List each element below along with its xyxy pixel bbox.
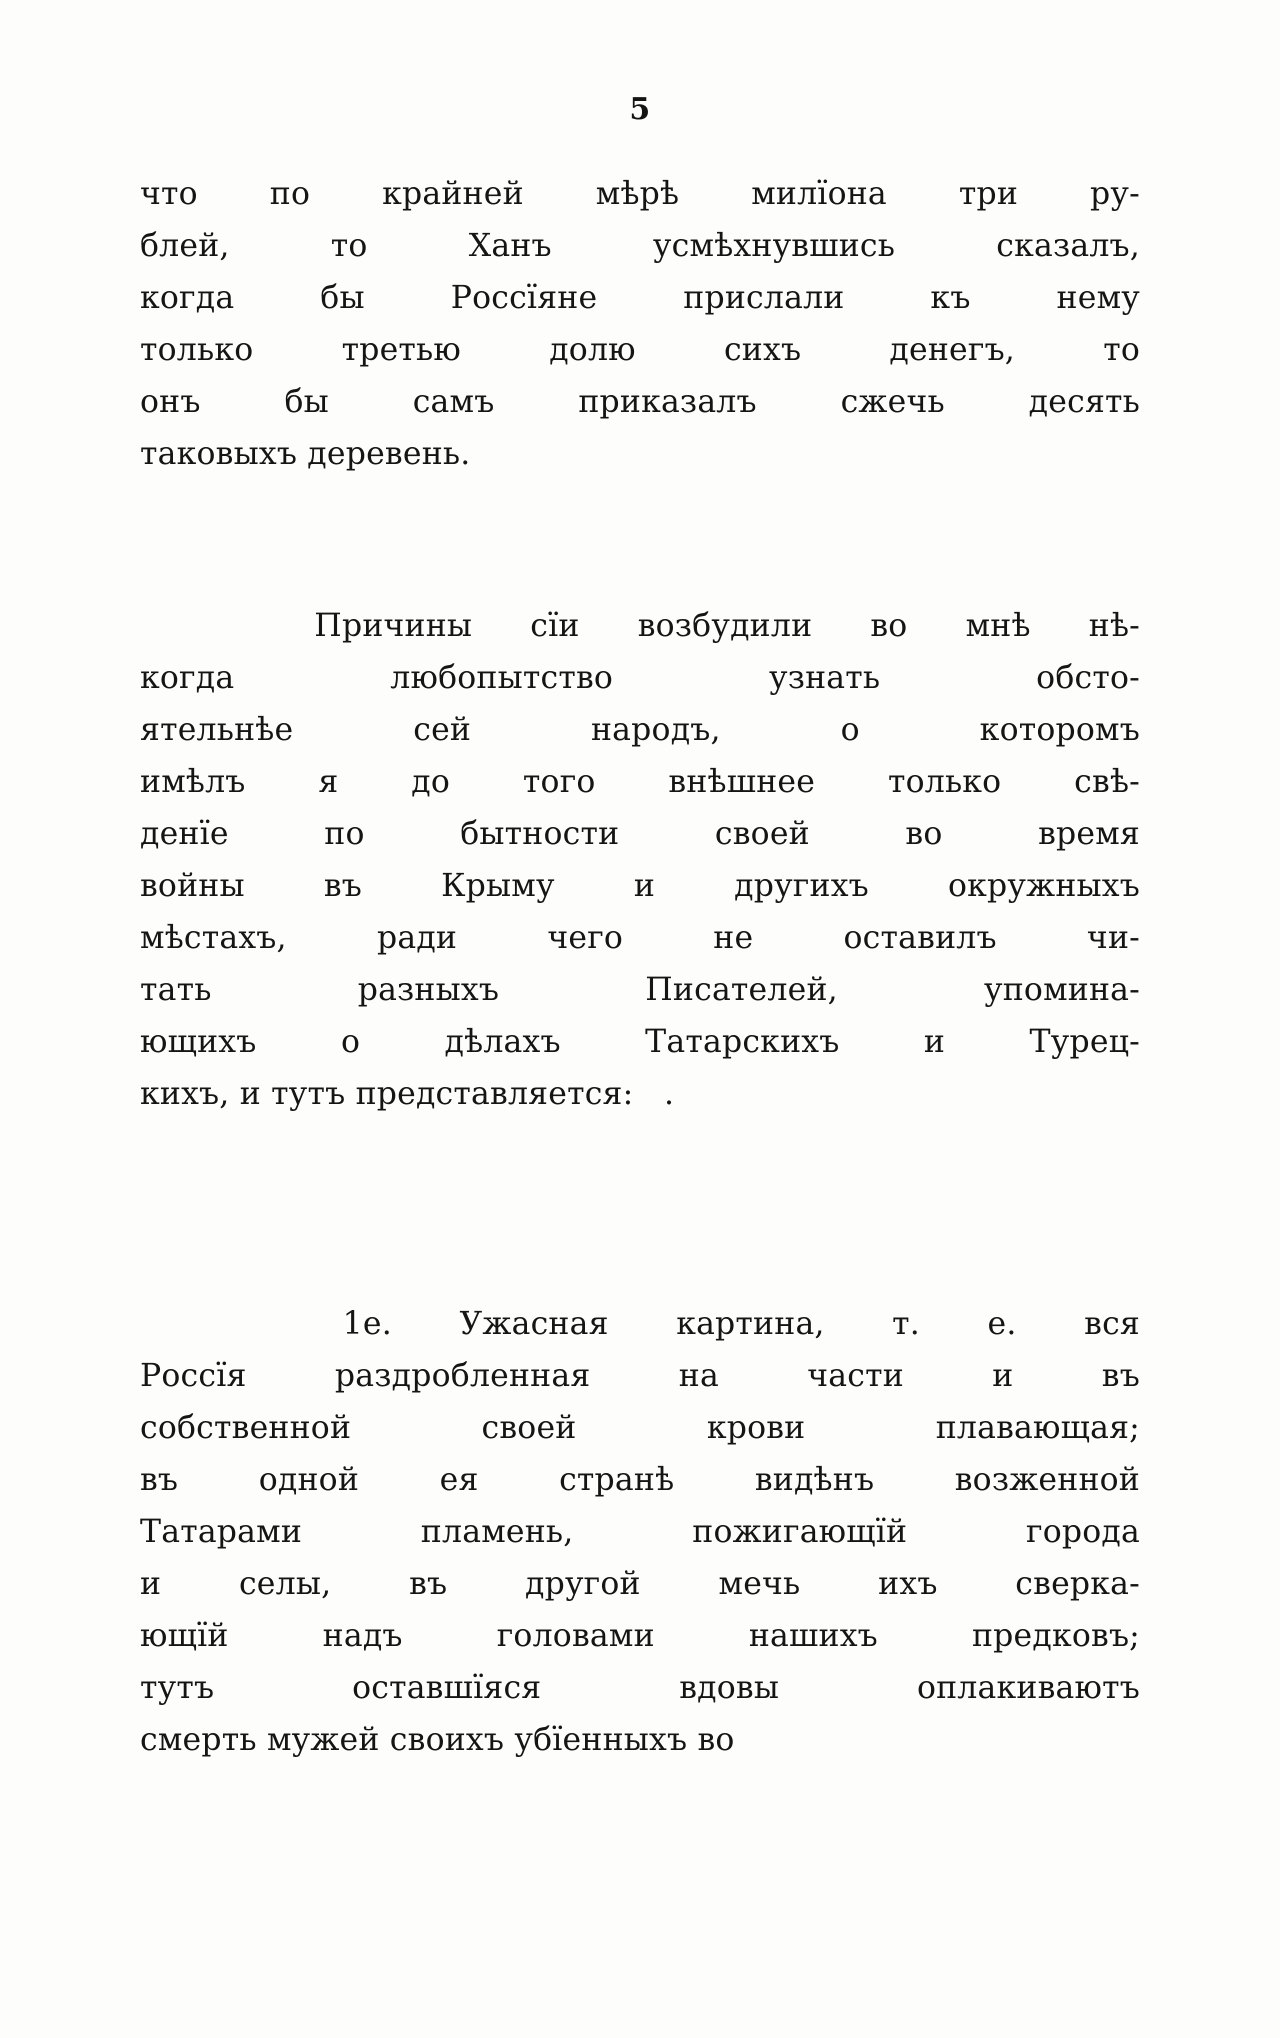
text-line: блей, то Ханъ усмѣхнувшись сказалъ, [140, 228, 1140, 264]
paragraph [140, 600, 1140, 1120]
page-number: 5 [629, 92, 651, 127]
text-line: только третью долю сихъ денегъ, то [140, 332, 1140, 368]
text-line: 1е. Ужасная картина, т. е. вся [140, 1306, 1140, 1342]
text-line: ющїй надъ головами нашихъ предковъ; [140, 1618, 1140, 1654]
paragraph [140, 168, 1140, 480]
paragraph-block-1 [140, 168, 1140, 480]
text-line: кихъ, и тутъ представляется: . [140, 1076, 675, 1112]
text-line: тутъ оставшїяся вдовы оплакиваютъ [140, 1670, 1140, 1706]
text-line: Причины сїи возбудили во мнѣ нѣ- [140, 608, 1140, 644]
text-line: что по крайней мѣрѣ милїона три ру- [140, 176, 1140, 212]
text-line: денїе по бытности своей во время [140, 816, 1140, 852]
text-line: ятельнѣе сей народъ, о которомъ [140, 712, 1140, 748]
text-line: войны въ Крыму и другихъ окружныхъ [140, 868, 1140, 904]
text-line: Россїя раздробленная на части и въ [140, 1358, 1140, 1394]
text-line: собственной своей крови плавающая; [140, 1410, 1140, 1446]
text-line: таковыхъ деревень. [140, 436, 471, 472]
text-line: въ одной ея странѣ видѣнъ возженной [140, 1462, 1140, 1498]
text-line: Татарами пламень, пожигающїй города [140, 1514, 1140, 1550]
text-line: ющихъ о дѣлахъ Татарскихъ и Турец- [140, 1024, 1140, 1060]
text-line: когда любопытство узнать обсто- [140, 660, 1140, 696]
text-line: когда бы Россїяне прислали къ нему [140, 280, 1140, 316]
paragraph-block-2 [140, 600, 1140, 1120]
text-line: смерть мужей своихъ убїенныхъ во [140, 1722, 735, 1758]
paragraph [140, 1298, 1140, 1766]
text-line: тать разныхъ Писателей, упомина- [140, 972, 1140, 1008]
text-line: и селы, въ другой мечь ихъ сверка- [140, 1566, 1140, 1602]
text-line: онъ бы самъ приказалъ сжечь десять [140, 384, 1140, 420]
text-line: имѣлъ я до того внѣшнее только свѣ- [140, 764, 1140, 800]
text-line: мѣстахъ, ради чего не оставилъ чи- [140, 920, 1140, 956]
paragraph-block-3 [140, 1298, 1140, 1766]
